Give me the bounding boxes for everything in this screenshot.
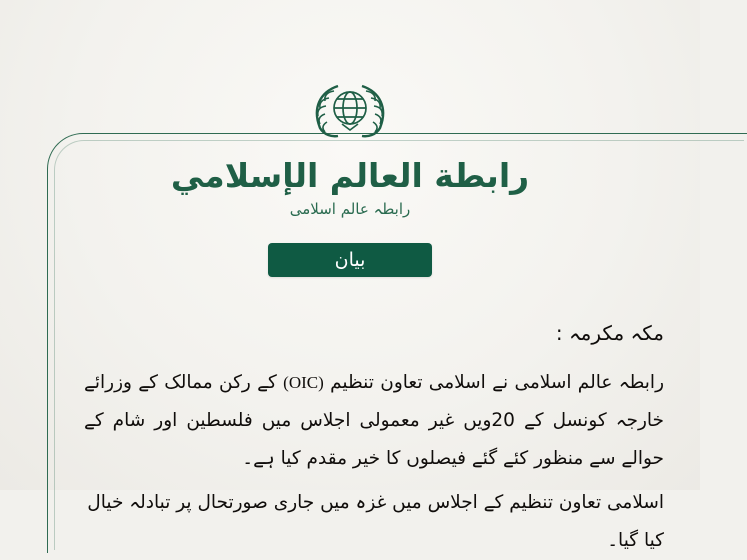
statement-body (84, 318, 664, 560)
organization-name-urdu: رابطہ عالم اسلامی (289, 200, 411, 219)
paragraph-1-before-acronym: رابطہ عالم اسلامی نے اسلامی تعاون تنظیم (330, 372, 664, 393)
statement-paragraph-2: اسلامی تعاون تنظیم کے اجلاس میں غزہ میں جاری صورتحال پر تبادلہ خیال کیا گیا۔ (87, 491, 664, 551)
salutation-text: مکہ مکرمہ : (555, 321, 664, 345)
oic-acronym: (OIC) (283, 373, 324, 392)
globe-wreath-emblem-icon (298, 78, 402, 140)
organization-name-arabic: رابطة العالم الإسلامي (170, 156, 530, 195)
paragraph-1-after-acronym: کے رکن ممالک کے وزرائے خارجہ کونسل کے 20ویں غیر معمولی اجلاس میں فلسطین اور شام کے حوالے سے منظور کئے گئے فیصلوں کا خیر مقدم کیا ہے۔ (84, 372, 664, 469)
statement-label-text: بیان (334, 248, 366, 271)
organization-wordmark (0, 158, 700, 218)
statement-paragraph-1 (84, 364, 664, 478)
statement-label-badge (268, 243, 432, 277)
